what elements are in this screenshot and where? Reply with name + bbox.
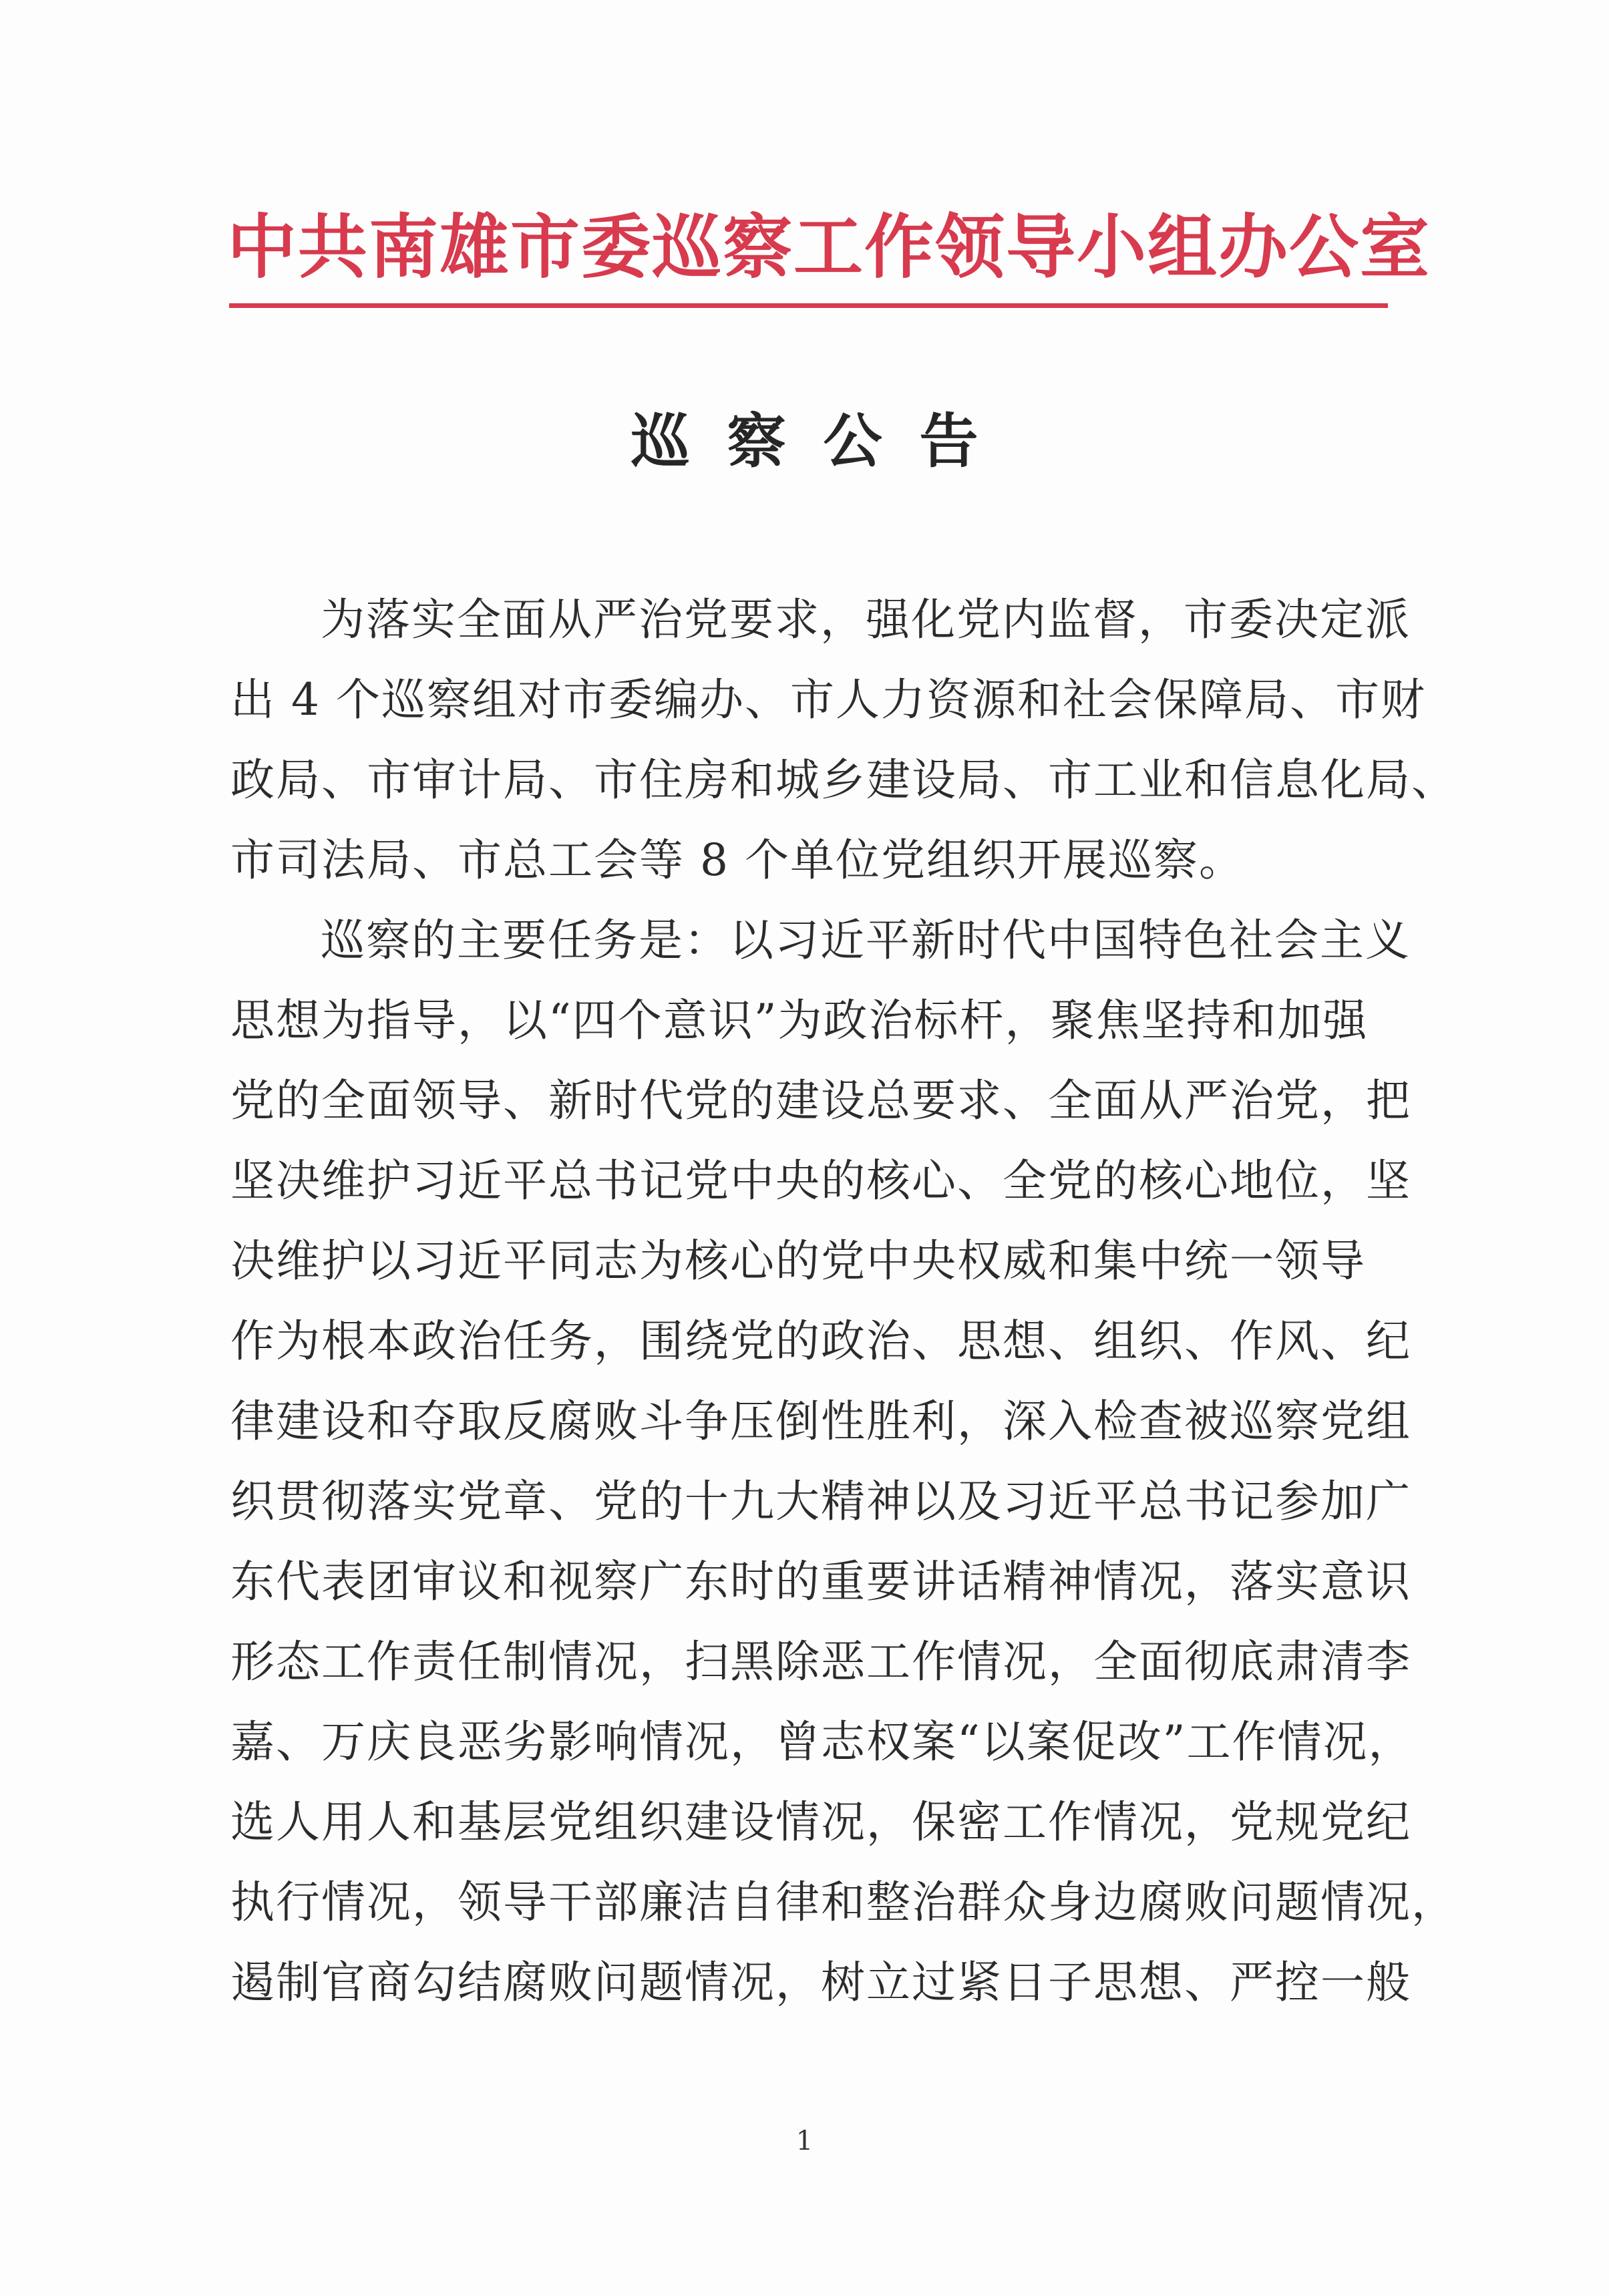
document-body xyxy=(230,580,1457,2023)
paragraph-2-line-3: 党的全面领导、新时代党的建设总要求、全面从严治党，把 xyxy=(230,1075,1411,1126)
page-number: 1 xyxy=(795,2126,814,2156)
paragraph-2-line-5: 决维护以习近平同志为核心的党中央权威和集中统一领导 xyxy=(230,1235,1366,1287)
paragraph-1-line-2: 出 4 个巡察组对市委编办、市人力资源和社会保障局、市财 xyxy=(230,674,1426,725)
paragraph-2-line-9: 东代表团审议和视察广东时的重要讲话精神情况，落实意识 xyxy=(230,1556,1411,1607)
paragraph-2-line-6: 作为根本政治任务，围绕党的政治、思想、组织、作风、纪 xyxy=(230,1315,1411,1367)
letterhead-organization: 中共南雄市委巡察工作领导小组办公室 xyxy=(227,206,1431,288)
paragraph-2-line-14: 遏制官商勾结腐败问题情况，树立过紧日子思想、严控一般 xyxy=(230,1957,1411,2008)
paragraph-1-line-1: 为落实全面从严治党要求，强化党内监督，市委决定派 xyxy=(321,594,1411,645)
paragraph-1-line-4: 市司法局、市总工会等 8 个单位党组织开展巡察。 xyxy=(230,834,1244,886)
letterhead-red-rule xyxy=(229,303,1388,308)
paragraph-2-line-2: 思想为指导，以“四个意识”为政治标杆，聚焦坚持和加强 xyxy=(230,995,1369,1046)
paragraph-2-line-13: 执行情况，领导干部廉洁自律和整治群众身边腐败问题情况， xyxy=(230,1876,1457,1928)
paragraph-2-line-11: 嘉、万庆良恶劣影响情况，曾志权案“以案促改”工作情况， xyxy=(230,1716,1414,1768)
paragraph-2-line-12: 选人用人和基层党组织建设情况，保密工作情况，党规党纪 xyxy=(230,1796,1411,1848)
paragraph-2-line-10: 形态工作责任制情况，扫黑除恶工作情况，全面彻底肃清李 xyxy=(230,1636,1411,1687)
paragraph-2-line-8: 织贯彻落实党章、党的十九大精神以及习近平总书记参加广 xyxy=(230,1476,1411,1527)
paragraph-2-line-7: 律建设和夺取反腐败斗争压倒性胜利，深入检查被巡察党组 xyxy=(230,1396,1411,1447)
paragraph-1-line-3: 政局、市审计局、市住房和城乡建设局、市工业和信息化局、 xyxy=(230,754,1457,806)
paragraph-2-line-4: 坚决维护习近平总书记党中央的核心、全党的核心地位，坚 xyxy=(230,1155,1411,1206)
document-title: 巡察公告 xyxy=(631,406,1016,476)
paragraph-2-line-1: 巡察的主要任务是：以习近平新时代中国特色社会主义 xyxy=(321,915,1411,966)
